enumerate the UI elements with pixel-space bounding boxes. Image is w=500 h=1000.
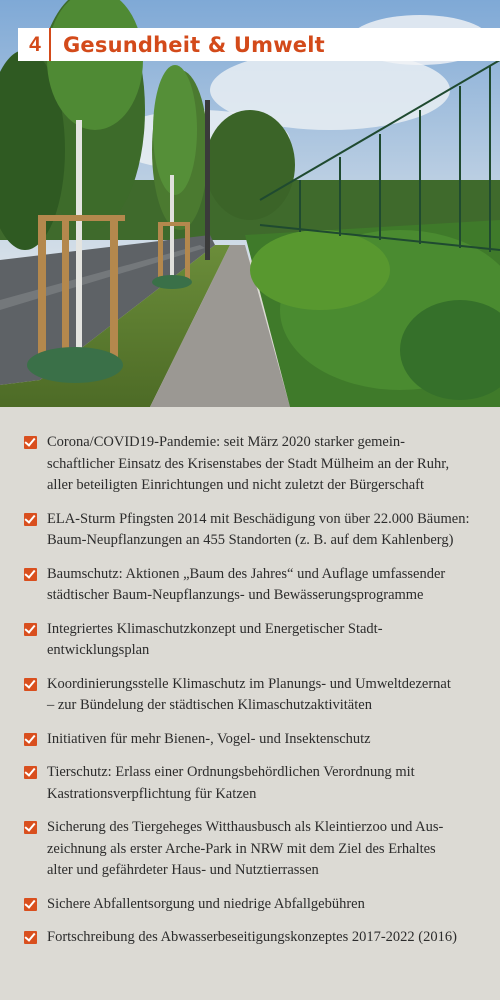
list-item-line: Baum-Neupflanzungen an 455 Standorten (z. B. auf dem Kahlenberg) [47, 532, 454, 548]
list-item-line: Koordinierungsstelle Klimaschutz im Planungs- und Umweltdezernat [47, 675, 451, 692]
list-item-line: Sicherung des Tiergeheges Witthausbusch als Kleintierzoo und Aus- [47, 819, 444, 835]
checkbox-checked-icon [24, 766, 37, 779]
achievements-list [24, 432, 484, 949]
list-item [24, 564, 484, 607]
checkbox-checked-icon [24, 821, 37, 834]
list-item-line: schaftlicher Einsatz des Krisenstabes der Stadt Mülheim an der Ruhr, [47, 455, 450, 472]
list-item-text [47, 894, 365, 916]
chapter-title: Gesundheit & Umwelt [63, 32, 325, 57]
list-item-line: Integriertes Klimaschutzkonzept und Energetischer Stadt- [47, 620, 383, 637]
street-photo [0, 0, 500, 407]
list-item-text [47, 564, 445, 607]
checkbox-checked-icon [24, 623, 37, 636]
street-photo-image [0, 0, 500, 407]
list-item [24, 432, 484, 497]
list-item [24, 762, 484, 805]
list-item-line: Corona/COVID19-Pandemie: seit März 2020 starker gemein- [47, 434, 405, 450]
list-item [24, 619, 484, 662]
list-item-line: – zur Bündelung der städtischen Klimaschutzaktivitäten [47, 697, 372, 713]
list-item-line: alter und gefährdeter Haus- und Nutztierrassen [47, 862, 319, 878]
list-item-text [47, 762, 415, 805]
list-item [24, 674, 484, 717]
list-item [24, 894, 484, 916]
list-item-text [47, 619, 383, 662]
list-item-line: Tierschutz: Erlass einer Ordnungsbehördlichen Verordnung mit [47, 764, 415, 780]
checkbox-checked-icon [24, 733, 37, 746]
list-item-line: Baumschutz: Aktionen „Baum des Jahres“ und Auflage umfassender [47, 565, 446, 582]
chapter-number: 4 [21, 28, 51, 61]
list-item-line: zeichnung als erster Arche-Park in NRW mit dem Ziel des Erhaltes [47, 840, 436, 857]
list-item-line: Kastrationsverpflichtung für Katzen [47, 785, 257, 802]
list-item-text [47, 432, 449, 497]
checkbox-checked-icon [24, 898, 37, 911]
checkbox-checked-icon [24, 568, 37, 581]
checkbox-checked-icon [24, 931, 37, 944]
checkbox-checked-icon [24, 678, 37, 691]
list-item-text [47, 927, 457, 949]
list-item-line: entwicklungsplan [47, 642, 150, 658]
list-item-line: ELA-Sturm Pfingsten 2014 mit Beschädigung von über 22.000 Bäumen: [47, 510, 470, 527]
checkbox-checked-icon [24, 436, 37, 449]
list-item-line: städtischer Baum-Neupflanzungs- und Bewässerungsprogramme [47, 587, 424, 603]
checkbox-checked-icon [24, 513, 37, 526]
list-item-line: Sichere Abfallentsorgung und niedrige Abfallgebühren [47, 895, 365, 912]
list-item [24, 509, 484, 552]
list-item-line: aller beteiligten Einrichtungen und nicht zuletzt der Bürgerschaft [47, 477, 424, 493]
chapter-header [18, 28, 500, 61]
list-item [24, 729, 484, 751]
list-item-text [47, 729, 371, 751]
list-item-line: Fortschreibung des Abwasserbeseitigungskonzeptes 2017-2022 (2016) [47, 929, 457, 945]
list-item-text [47, 817, 443, 882]
list-item-text [47, 674, 451, 717]
list-item [24, 927, 484, 949]
list-item [24, 817, 484, 882]
list-item-line: Initiativen für mehr Bienen-, Vogel- und Insektenschutz [47, 730, 371, 747]
list-item-text [47, 509, 469, 552]
